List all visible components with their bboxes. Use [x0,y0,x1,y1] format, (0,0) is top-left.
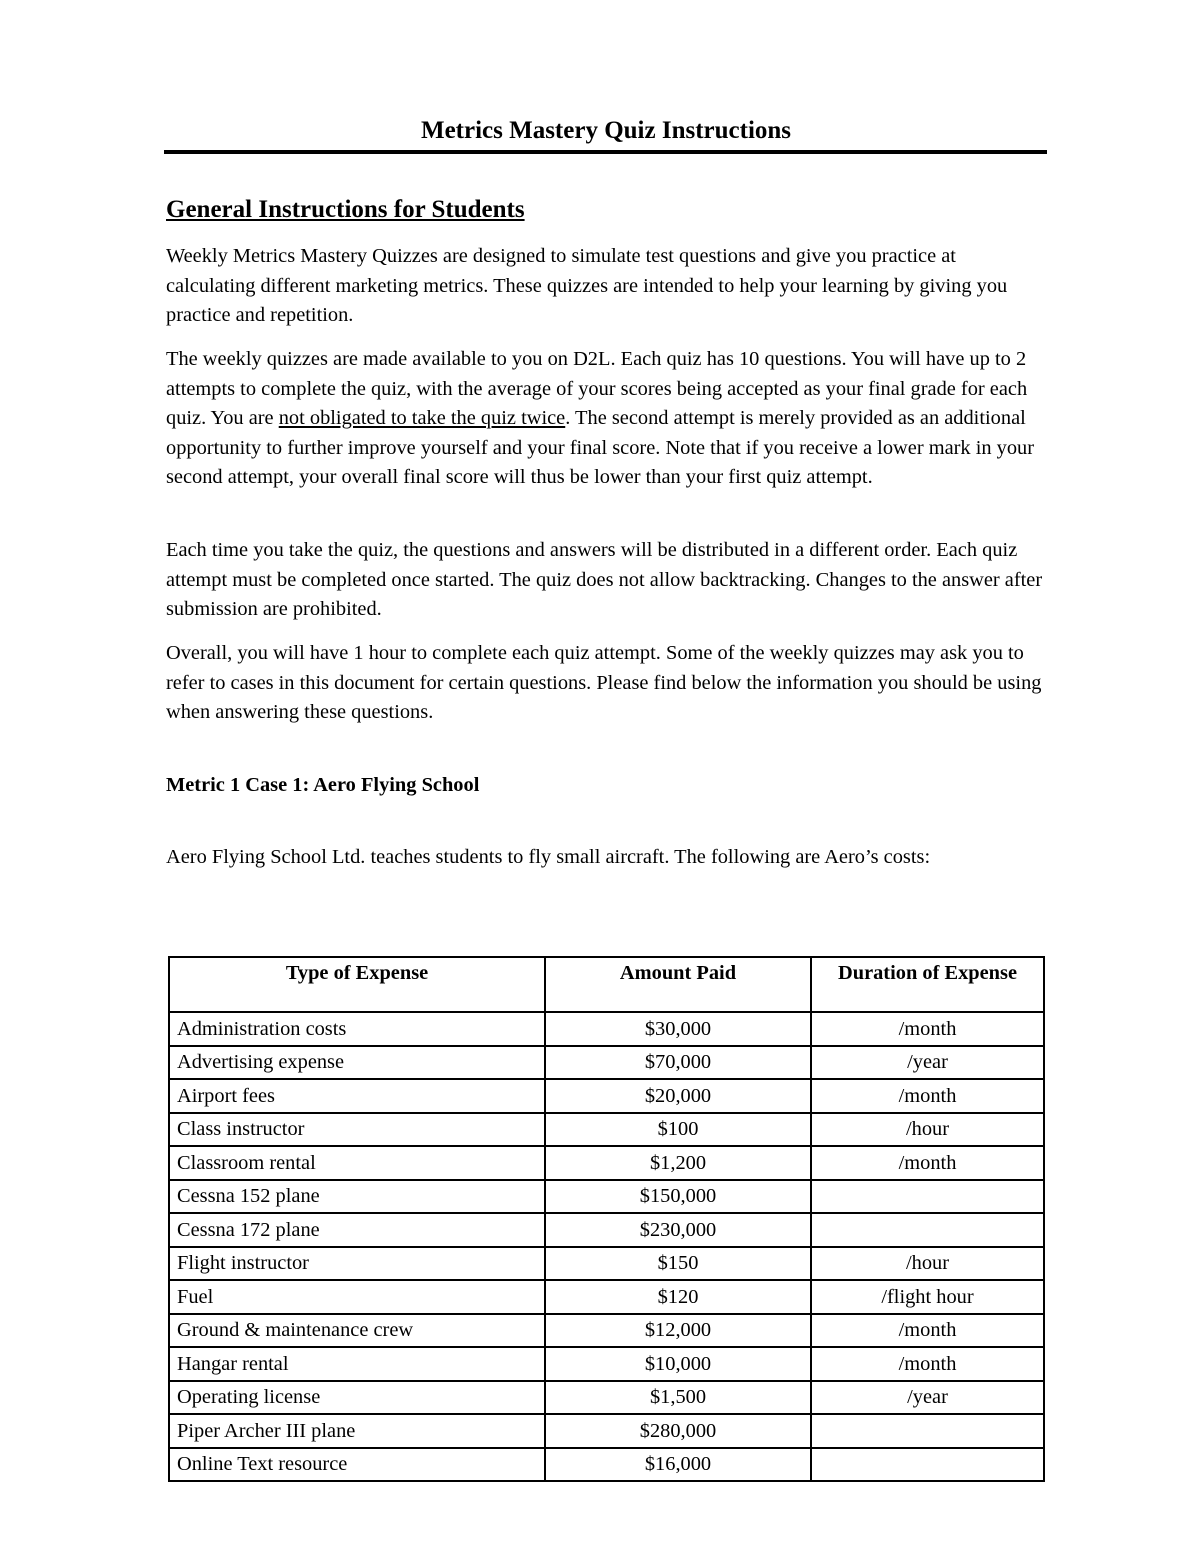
cell-amount: $230,000 [545,1213,811,1247]
cell-duration: /hour [811,1113,1044,1147]
cell-amount: $1,500 [545,1381,811,1415]
cell-amount: $1,200 [545,1146,811,1180]
cell-expense-type: Ground & maintenance crew [169,1314,545,1348]
table-row [169,1414,1044,1448]
table-row [169,1347,1044,1381]
cell-expense-type: Cessna 172 plane [169,1213,545,1247]
cell-expense-type: Airport fees [169,1079,545,1113]
cell-duration: /year [811,1046,1044,1080]
cell-expense-type: Fuel [169,1280,545,1314]
cell-duration: /month [811,1347,1044,1381]
header-amount-paid: Amount Paid [545,957,811,1012]
cell-amount: $30,000 [545,1012,811,1046]
table-row [169,1046,1044,1080]
case-heading: Metric 1 Case 1: Aero Flying School [166,774,480,796]
header-type-of-expense: Type of Expense [169,957,545,1012]
cell-duration: /month [811,1146,1044,1180]
case-intro: Aero Flying School Ltd. teaches students to fly small aircraft. The following are Aero’s costs: [166,846,931,868]
table-row [169,1012,1044,1046]
cell-duration: /month [811,1314,1044,1348]
table-row [169,1113,1044,1147]
cell-amount: $10,000 [545,1347,811,1381]
title-divider [164,150,1047,154]
cell-duration: /month [811,1079,1044,1113]
section-heading: General Instructions for Students [166,196,525,223]
cell-amount: $280,000 [545,1414,811,1448]
cell-expense-type: Flight instructor [169,1247,545,1281]
cell-amount: $16,000 [545,1448,811,1482]
paragraph-attempts-text-end: . The second attempt is merely provided as an additional opportunity to further improve yourself and your final score. Note that if you receive a lower mark in your second attempt, your overall final score will thus be lower than your first quiz attempt. [166,407,1035,488]
cell-expense-type: Operating license [169,1381,545,1415]
cell-amount: $120 [545,1280,811,1314]
paragraph-time: Overall, you will have 1 hour to complete each quiz attempt. Some of the weekly quizzes may ask you to refer to cases in this document for certain questions. Please find below the information you should be using when answering these questions. [166,642,1042,723]
document-title: Metrics Mastery Quiz Instructions [420,117,792,144]
expense-table [168,956,1045,1482]
table-row [169,1180,1044,1214]
cell-duration: /year [811,1381,1044,1415]
cell-duration: /hour [811,1247,1044,1281]
table-row [169,1213,1044,1247]
cell-amount: $12,000 [545,1314,811,1348]
cell-amount: $150,000 [545,1180,811,1214]
cell-amount: $70,000 [545,1046,811,1080]
cell-duration [811,1213,1044,1247]
cell-expense-type: Online Text resource [169,1448,545,1482]
paragraph-attempts-underlined: not obligated to take the quiz twice [278,407,566,429]
table-header-row [169,957,1044,1012]
cell-expense-type: Cessna 152 plane [169,1180,545,1214]
paragraph-attempts-text-start: The weekly quizzes are made available to you on D2L. Each quiz has 10 questions. You will have up to 2 attempts to complete the quiz, with the average of your scores being accepted as your final grade for each quiz. You are [166,348,1028,429]
table-row [169,1247,1044,1281]
cell-duration: /flight hour [811,1280,1044,1314]
table-row [169,1280,1044,1314]
paragraph-intro: Weekly Metrics Mastery Quizzes are designed to simulate test questions and give you practice at calculating different marketing metrics. These quizzes are intended to help your learning by giving you practice and repetition. [166,245,1008,326]
header-duration-of-expense: Duration of Expense [811,957,1044,1012]
cell-amount: $20,000 [545,1079,811,1113]
table-row [169,1381,1044,1415]
table-row [169,1448,1044,1482]
cell-expense-type: Piper Archer III plane [169,1414,545,1448]
cell-amount: $150 [545,1247,811,1281]
cell-amount: $100 [545,1113,811,1147]
table-row [169,1079,1044,1113]
cell-expense-type: Classroom rental [169,1146,545,1180]
cell-expense-type: Hangar rental [169,1347,545,1381]
paragraph-attempts [166,345,1046,493]
cell-duration [811,1180,1044,1214]
cell-expense-type: Class instructor [169,1113,545,1147]
cell-expense-type: Administration costs [169,1012,545,1046]
table-row [169,1146,1044,1180]
table-row [169,1314,1044,1348]
cell-duration: /month [811,1012,1044,1046]
cell-expense-type: Advertising expense [169,1046,545,1080]
cell-duration [811,1414,1044,1448]
paragraph-order: Each time you take the quiz, the questions and answers will be distributed in a different order. Each quiz attempt must be completed once started. The quiz does not allow backtracking. Changes to the answer after submission are prohibited. [166,539,1043,620]
cell-duration [811,1448,1044,1482]
